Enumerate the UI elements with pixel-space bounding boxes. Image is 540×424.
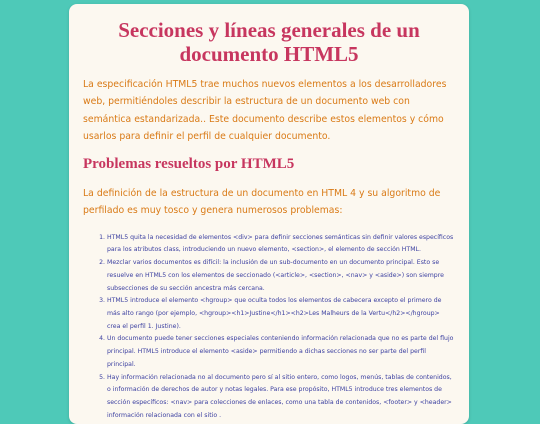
section-title: Problemas resueltos por HTML5 bbox=[83, 156, 295, 173]
section-intro: La definición de la estructura de un documento en HTML 4 y su algoritmo de perfilado es muy tosco y genera numerosos problemas: bbox=[83, 188, 441, 217]
list-item: 4. Un documento puede tener secciones especiales conteniendo información relacionada que no es parte del flujo principal. HTML5 introduce el elemento <aside> permitiendo a dichas secciones no ser parte del perfil principal. bbox=[107, 333, 455, 371]
list-item: 5. Hay información relacionada no al documento pero sí al sitio entero, como logos, menús, tablas de contenidos, o información de derechos de autor y notas legales. Para ese propósito, HTML5 introduce tres elementos de sección específicos: <nav> para colecciones de enlaces, como una tabla de contenidos, <footer> y <header> información relacionada con el sitio . bbox=[107, 372, 455, 423]
problems-list bbox=[83, 232, 455, 423]
page-title: Secciones y líneas generales de un documento HTML5 bbox=[118, 18, 420, 66]
list-item: 3. HTML5 introduce el elemento <hgroup> que oculta todos los elementos de cabecera excepto el primero de más alto rango (por ejemplo, <hgroup><h1>Justine</h1><h2>Les Malheurs de la Vertu</h2></hgroup> crea el perfil 1. Justine). bbox=[107, 295, 455, 333]
list-item: 2. Mezclar varios documentos es difícil: la inclusión de un sub-documento en un documento principal. Esto se resuelve en HTML5 con los elementos de seccionado (<article>, <section>, <nav> y <aside>) son siempre subsecciones de su sección ancestra más cercana. bbox=[107, 257, 455, 295]
lead-paragraph: La especificación HTML5 trae muchos nuevos elementos a los desarrolladores web, permitiéndoles describir la estructura de un documento web con semántica estandarizada.. Este documento describe estos elementos y cómo usarlos para definir el perfil de cualquier documento. bbox=[83, 79, 447, 142]
list-item: 1. HTML5 quita la necesidad de elementos <div> para definir secciones semánticas sin definir valores específicos para los atributos class, introduciendo un nuevo elemento, <section>, el elemento de sección HTML. bbox=[107, 232, 455, 257]
content-card bbox=[69, 4, 469, 424]
